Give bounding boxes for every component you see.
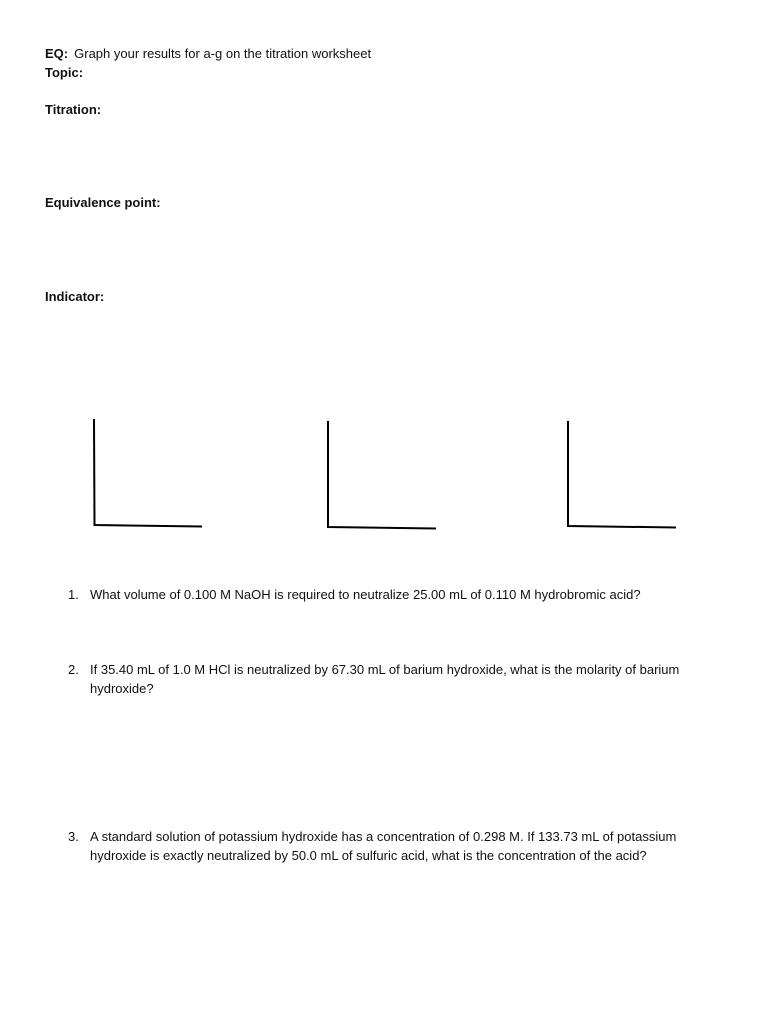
blank-graph-axes-2 [325,418,437,532]
question-number: 3. [68,829,79,844]
blank-graph-axes-1 [92,418,204,532]
question-text: What volume of 0.100 M NaOH is required to neutralize 25.00 mL of 0.110 M hydrobromic acid? [90,587,641,602]
question-3 [68,827,728,865]
question-text: A standard solution of potassium hydroxide has a concentration of 0.298 M. If 133.73 mL of potassium hydroxide is exactly neutralized by 50.0 mL of sulfuric acid, what is the concentration of the acid? [90,829,677,863]
topic-label: Topic: [45,65,84,80]
eq-text: Graph your results for a-g on the titration worksheet [74,46,372,61]
question-number: 2. [68,662,79,677]
question-1 [68,585,728,604]
indicator-term: Indicator: [45,289,105,304]
equivalence-point-term: Equivalence point: [45,195,161,210]
essential-question [45,45,371,63]
question-text: If 35.40 mL of 1.0 M HCl is neutralized by 67.30 mL of barium hydroxide, what is the molarity of barium hydroxide? [90,662,680,696]
question-2 [68,660,728,698]
eq-label: EQ: [45,46,69,61]
blank-graph-axes-3 [566,418,678,532]
titration-term: Titration: [45,102,102,117]
question-number: 1. [68,587,79,602]
